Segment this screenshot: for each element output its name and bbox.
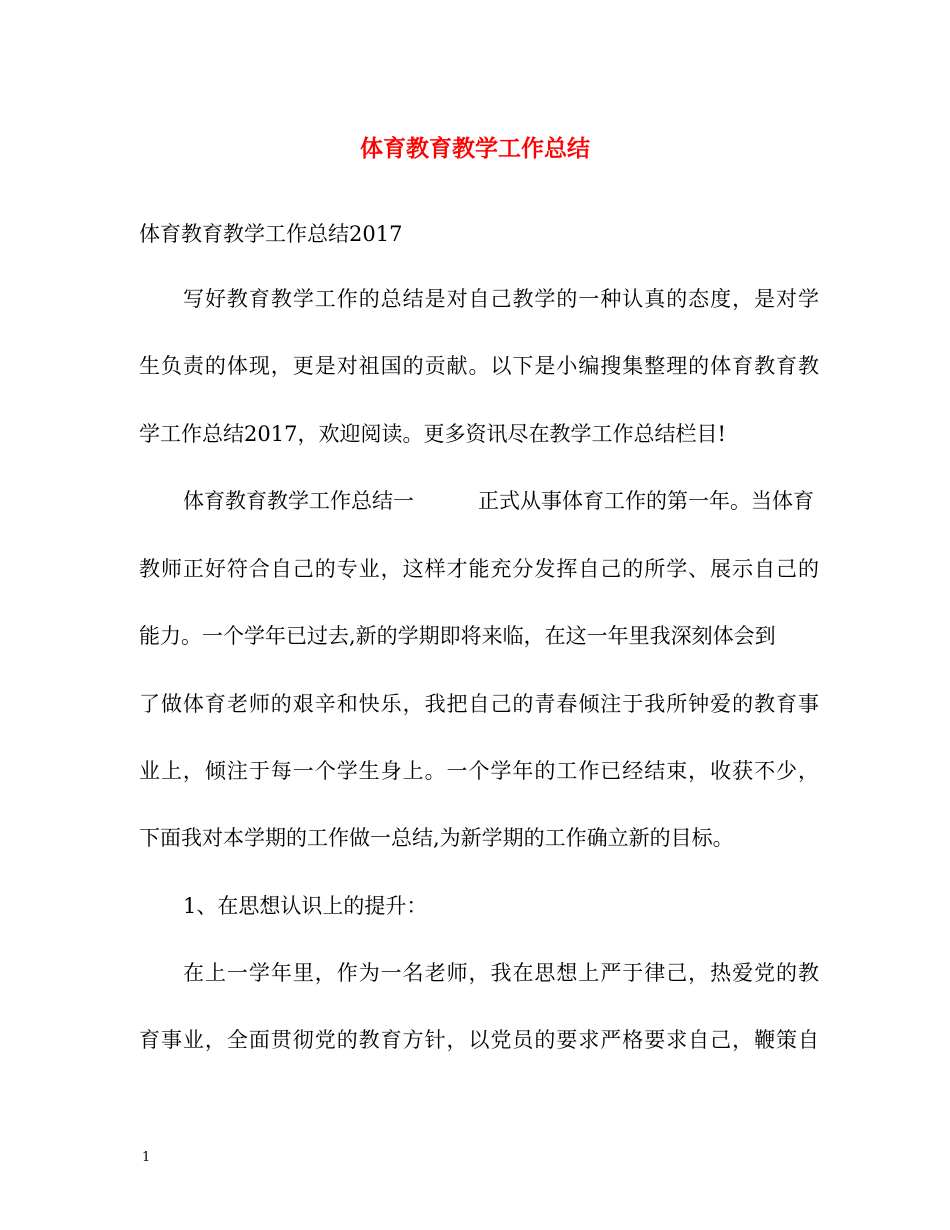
intro-line-3: 学工作总结2017，欢迎阅读。更多资讯尽在教学工作总结栏目! (139, 422, 726, 446)
document-subtitle: 体育教育教学工作总结2017 (139, 222, 403, 246)
page-number: 1 (142, 1150, 151, 1165)
intro-line-1: 写好教育教学工作的总结是对自己教学的一种认真的态度，是对学 (183, 287, 819, 311)
section1-heading: 体育教育教学工作总结一 (183, 489, 414, 513)
section1-line-2: 能力。一个学年已过去,新的学期即将来临，在这一年里我深刻体会到 (139, 624, 776, 648)
section1-line-5: 下面我对本学期的工作做一总结,为新学期的工作确立新的目标。 (139, 826, 734, 850)
point1-line-1: 在上一学年里，作为一名老师，我在思想上严于律己，热爱党的教 (183, 961, 819, 985)
section1-first-text: 正式从事体育工作的第一年。当体育 (478, 489, 814, 513)
point1-heading: 1、在思想认识上的提升： (183, 894, 428, 918)
section1-line-1: 教师正好符合自己的专业，这样才能充分发挥自己的所学、展示自己的 (139, 557, 819, 581)
section1-first-line (183, 486, 819, 516)
section1-line-4: 业上，倾注于每一个学生身上。一个学年的工作已经结束，收获不少， (139, 759, 819, 783)
document-title: 体育教育教学工作总结 (360, 135, 590, 162)
point1-line-2: 育事业，全面贯彻党的教育方针，以党员的要求严格要求自己，鞭策自 (139, 1028, 819, 1052)
intro-line-2: 生负责的体现，更是对祖国的贡献。以下是小编搜集整理的体育教育教 (139, 354, 819, 378)
section1-line-3: 了做体育老师的艰辛和快乐，我把自己的青春倾注于我所钟爱的教育事 (139, 692, 819, 716)
